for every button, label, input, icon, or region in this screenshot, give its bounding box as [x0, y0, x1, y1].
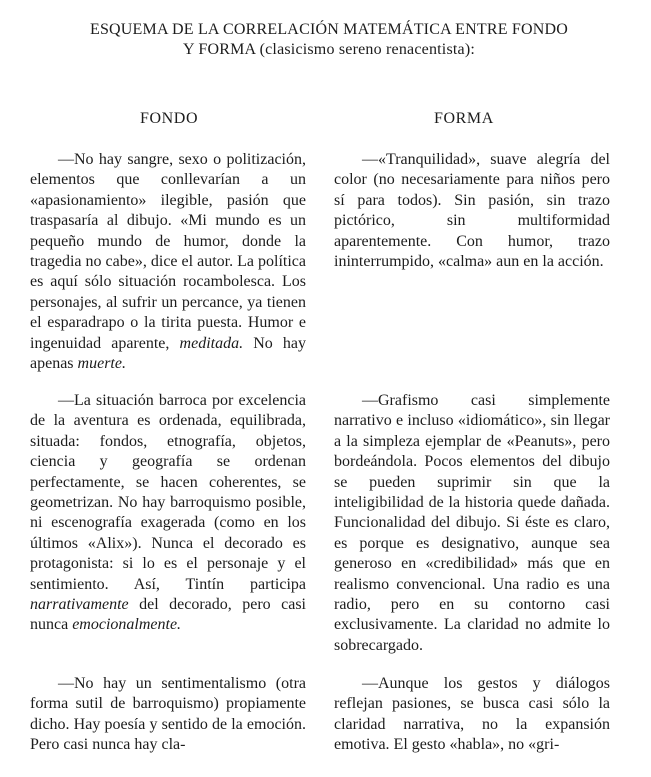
fondo-p2-emphasis-emocionalmente: emocionalmente. — [72, 616, 182, 634]
fondo-p2-emphasis-narrativamente: narrativamente — [30, 596, 129, 614]
forma-p2-text: —Grafismo casi simplemente narrativo e incluso «idiomático», sin llegar a la simpleza ejemplar de «Peanuts», pero bordeándola. Pocos elementos del dibujo se pueden suprimir sin que la inteligibilidad de la historia quede dañada. Funcionalidad del dibujo. Si éste es claro, es porque es designativo, aunque sea generoso en «credibilidad» más que en realismo convencional. Una radio es una radio, pero en su contorno casi exclusivamente. La claridad no admite lo sobrecargado. — [334, 392, 610, 654]
title-line-2-subtitle: (clasicismo sereno renacentista): — [255, 41, 475, 58]
title-line-1: ESQUEMA DE LA CORRELACIÓN MATEMÁTICA ENTRE FONDO — [89, 21, 569, 38]
title-line-2 — [24, 40, 634, 60]
forma-paragraph-3 — [334, 674, 610, 756]
fondo-p2-text: —La situación barroca por excelencia de la aventura es ordenada, equilibrada, situada: fondos, etnografía, objetos, ciencia y geografía se ordenan perfectamente, se hacen coherentes, se geometrizan. No hay barroquismo posible, ni escenografía exagerada (como en los últimos «Alix»). Nunca el decorado es protagonista: si lo es el personaje y el sentimiento. Así, Tintín participa — [30, 392, 306, 593]
fondo-paragraph-2 — [30, 391, 306, 636]
forma-column-heading: FORMA — [434, 110, 494, 127]
forma-p1-text: —«Tranquilidad», suave alegría del color (no necesariamente para niños pero sí para todos). Sin pasión, sin trazo pictórico, sin multiformidad aparentemente. Con humor, trazo ininterrumpido, «calma» aun en la acción. — [334, 151, 610, 271]
fondo-p1-text: —No hay sangre, sexo o politización, elementos que conllevarían a un «apasionamiento» ilegible, pasión que traspasaría al dibujo. «Mi mundo es un pequeño mundo de humor, donde la tragedia no cabe», dice el autor. La política es aquí sólo situación rocambolesca. Los personajes, al sufrir un percance, ya tienen el esparadrapo o la tirita puesta. Humor e ingenuidad aparente, — [30, 151, 306, 352]
fondo-column-heading: FONDO — [140, 110, 199, 127]
fondo-p3-text: —No hay un sentimentalismo (otra forma sutil de barroquismo) propiamente dicho. Hay poesía y sentido de la emoción. Pero casi nunca hay cla- — [30, 675, 306, 754]
title-line-2-main: Y FORMA — [183, 41, 256, 58]
page-title — [24, 20, 634, 60]
fondo-paragraph-3 — [30, 674, 306, 756]
forma-p3-text: —Aunque los gestos y diálogos reflejan pasiones, se busca casi sólo la claridad narrativa, no la expansión emotiva. El gesto «habla», no «gri- — [334, 675, 610, 754]
fondo-p1-text-2: No hay apenas — [30, 334, 306, 373]
fondo-p2-text-2: del decorado, pero casi nunca — [30, 596, 306, 634]
forma-paragraph-2 — [334, 391, 610, 656]
fondo-paragraph-1 — [30, 150, 306, 374]
fondo-p1-emphasis-muerte: muerte. — [77, 355, 126, 373]
forma-paragraph-1 — [334, 150, 610, 272]
fondo-p1-emphasis-meditada: meditada. — [179, 334, 244, 352]
